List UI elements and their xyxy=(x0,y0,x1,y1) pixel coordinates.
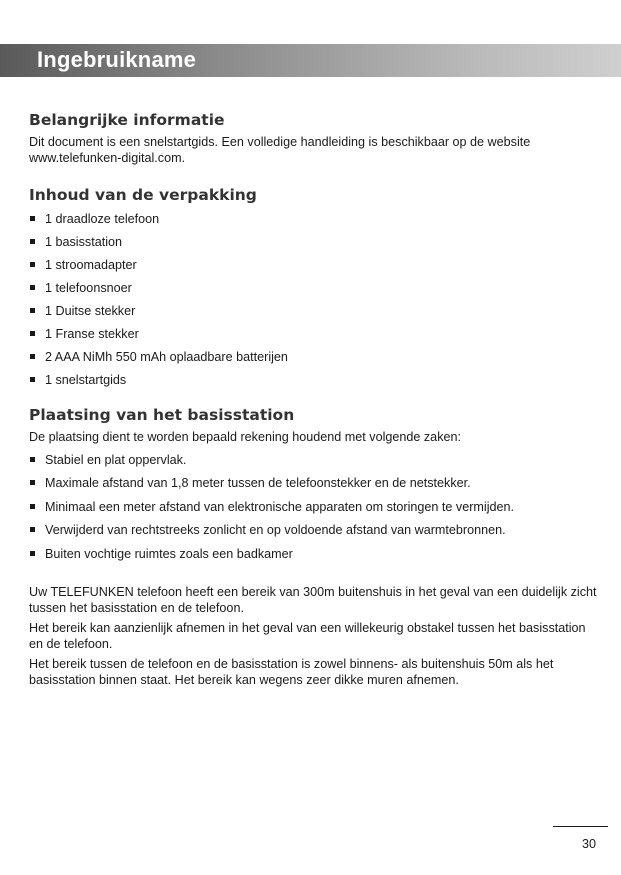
important-info-heading: Belangrijke informatie xyxy=(29,111,225,129)
list-item: Buiten vochtige ruimtes zoals een badkamer xyxy=(29,546,599,562)
page-title: Ingebruikname xyxy=(37,47,197,72)
placement-heading: Plaatsing van het basisstation xyxy=(29,406,295,424)
list-item: 1 draadloze telefoon xyxy=(29,211,599,227)
list-item: 2 AAA NiMh 550 mAh oplaadbare batterijen xyxy=(29,349,599,365)
list-item: 1 Duitse stekker xyxy=(29,303,599,319)
list-item: 1 snelstartgids xyxy=(29,372,599,388)
important-info-section xyxy=(29,111,599,166)
package-contents-heading: Inhoud van de verpakking xyxy=(29,186,257,204)
list-item: 1 basisstation xyxy=(29,234,599,250)
list-item: Maximale afstand van 1,8 meter tussen de telefoonstekker en de netstekker. xyxy=(29,475,599,491)
list-item: 1 stroomadapter xyxy=(29,257,599,273)
list-item: 1 Franse stekker xyxy=(29,326,599,342)
list-item: Minimaal een meter afstand van elektronische apparaten om storingen te vermijden. xyxy=(29,499,599,515)
list-item: 1 telefoonsnoer xyxy=(29,280,599,296)
section-banner xyxy=(0,44,621,77)
range-paragraph: Uw TELEFUNKEN telefoon heeft een bereik van 300m buitenshuis in het geval van een duidelijk zicht tussen het basisstation en de telefoon. xyxy=(29,584,597,615)
range-paragraph: Het bereik tussen de telefoon en de basisstation is zowel binnens- als buitenshuis 50m als het basisstation binnen staat. Het bereik kan wegens zeer dikke muren afnemen. xyxy=(29,656,554,687)
list-item: Stabiel en plat oppervlak. xyxy=(29,452,599,468)
document-body xyxy=(29,111,599,692)
placement-list xyxy=(29,452,599,562)
range-section xyxy=(29,584,599,688)
list-item: Verwijderd van rechtstreeks zonlicht en op voldoende afstand van warmtebronnen. xyxy=(29,522,599,538)
important-info-text: Dit document is een snelstartgids. Een volledige handleiding is beschikbaar op de website www.telefunken-digital.com. xyxy=(29,135,531,165)
page-number: 30 xyxy=(582,837,597,851)
placement-section xyxy=(29,406,599,562)
package-contents-list xyxy=(29,211,599,388)
footer-divider xyxy=(553,826,608,827)
range-paragraph: Het bereik kan aanzienlijk afnemen in het geval van een willekeurig obstakel tussen het basisstation en de telefoon. xyxy=(29,620,586,651)
placement-intro: De plaatsing dient te worden bepaald rekening houdend met volgende zaken: xyxy=(29,430,461,444)
package-contents-section xyxy=(29,186,599,388)
